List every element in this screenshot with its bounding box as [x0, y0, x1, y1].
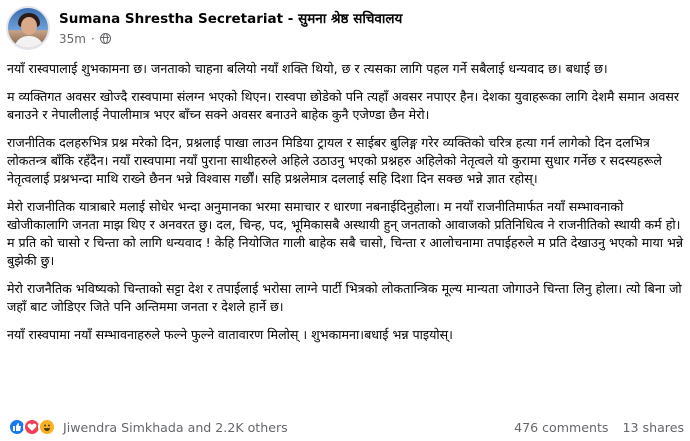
author-name[interactable]: Sumana Shrestha Secretariat - सुमना श्रेष्ठ सचिवालय [59, 10, 403, 27]
post-paragraph-6: नयाँ रास्वपामा नयाँ सम्भावनाहरुले फल्ने फुल्ने वातावारण मिलोस् । शुभकामना।बधाई भन्न पाइयोस्। [7, 327, 453, 342]
post-body [7, 60, 685, 354]
post-paragraph-3: राजनीतिक दलहरुभित्र प्रश्न मरेको दिन, प्रश्नलाई पाखा लाउन मिडिया ट्रायल र साईबर बुलिङ्ग गरेर व्यक्तिको चरित्र हत्या गर्न लागेको दिन दलभित्र लोकतन्त्र बाँकि रहँदैन। नयाँ रास्वपामा नयाँ पुराना साथीहरुले अहिले उठाउनु भएको प्रश्नहरु अहिलेको नेतृत्वले यो कुरामा सुधार गर्नेछ र सदस्यहरूले नेतृत्वलाई प्रश्नभन्दा माथि राख्ने छैनन भन्ने विश्वास गर्छौं। सहि प्रश्नलेमात्र दललाई सहि दिशा दिन सक्छ भन्ने ज्ञात रहोस्। [7, 135, 662, 186]
avatar-face [21, 17, 37, 35]
engagement-stats [514, 420, 684, 435]
post-subline [59, 32, 402, 46]
post-time[interactable]: 35m [59, 31, 86, 46]
post-paragraph-4: मेरो राजनीतिक यात्राबारे मलाई सोधेर भन्दा अनुमानका भरमा समाचार र धारणा नबनाईदिनुहोला। म नयाँ राजनीतिमार्फत नयाँ सम्भावनाको खोजीकालागि जनता माझ थिए र अनवरत छु। दल, चिन्ह, पद, भूमिकासबै अस्थायी हुन् जनताको आवाजको प्रतिनिधित्व ने राजनीतिको स्थायी कर्म हो। म प्रति को चासो र चिन्ता को लागि धन्यवाद ! केहि नियोजित गाली बाहेक सबै चासो, चिन्ता र आलोचनामा तपाईहरुले म प्रति देखाउनु भएको माया भन्ने बुझेकी छु। [7, 199, 684, 268]
post-meta [59, 11, 402, 46]
post-paragraph-2: म व्यक्तिगत अवसर खोज्दै रास्वपामा संलग्न भएको थिएन। रास्वपा छोडेको पनि त्यहाँ अवसर नपाएर हैन। देशका युवाहरूका लागि देशमै समान अवसर बनाउने र नेपालीलाई नेपालीमात्र भएर बाँच्न सक्ने अवसर बनाउने बाहेक कुनै एजेण्डा छैन मेरो। [7, 89, 680, 122]
post-footer [8, 418, 684, 436]
reactors-text[interactable]: Jiwendra Simkhada and 2.2K others [63, 419, 288, 435]
reaction-summary[interactable] [8, 418, 288, 436]
comments-count[interactable]: 476 comments [514, 419, 609, 435]
post-header [6, 6, 402, 50]
author-avatar[interactable] [6, 6, 50, 50]
shares-count[interactable]: 13 shares [622, 419, 684, 435]
separator-dot: · [90, 31, 95, 46]
post-paragraph-5: मेरो राजनैतिक भविष्यको चिन्ताको सट्टा देश र तपाईलाई भरोसा लाग्ने पार्टी भित्रको लोकतान्त्रिक मूल्य मान्यता जोगाउने चिन्ता लिनु होला। त्यो बिना जो जहाँ बाट जोडिएर जिते पनि अन्तिममा जनता र देशले हार्ने छ। [7, 281, 682, 314]
post-paragraph-1: नयाँ रास्वपालाई शुभकामना छ। जनताको चाहना बलियो नयाँ शक्ति थियो, छ र त्यसका लागि पहल गर्ने सबैलाई धन्यवाद छ। बधाई छ। [7, 61, 608, 76]
haha-icon [38, 418, 56, 436]
globe-icon[interactable] [100, 33, 111, 44]
avatar-body [14, 36, 44, 50]
